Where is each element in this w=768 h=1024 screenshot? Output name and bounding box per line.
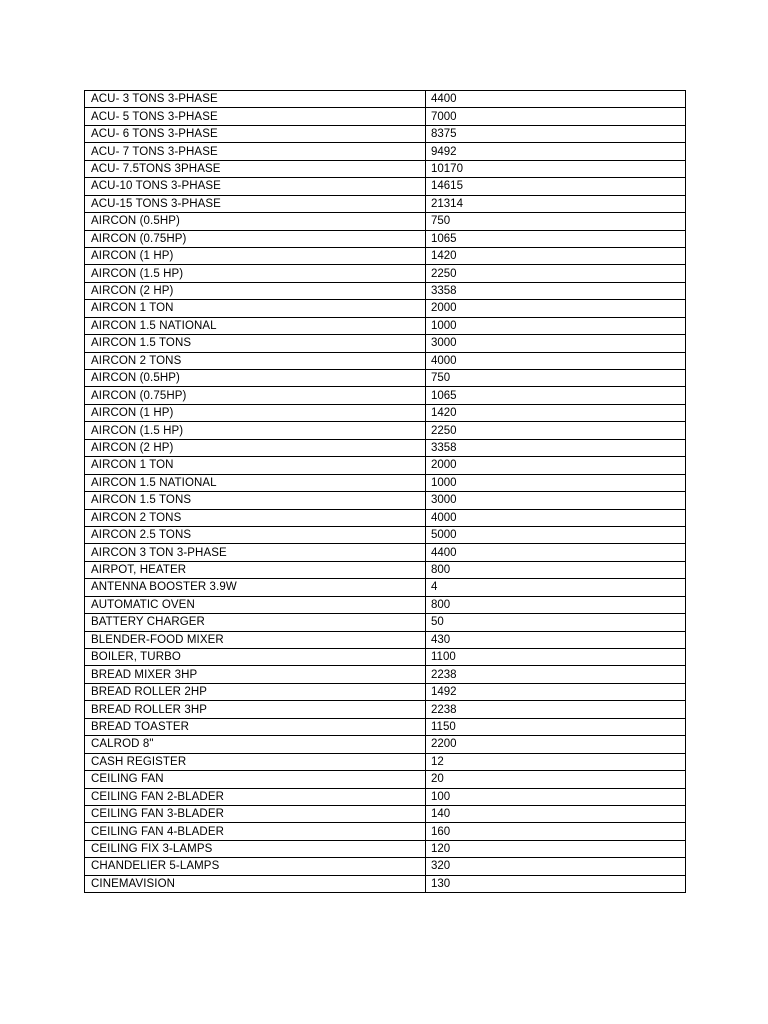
wattage-value-cell: 1420 [426, 404, 686, 421]
wattage-value-cell: 2000 [426, 300, 686, 317]
wattage-value-cell: 7000 [426, 108, 686, 125]
appliance-name-cell: CHANDELIER 5-LAMPS [85, 858, 426, 875]
wattage-value-cell: 3358 [426, 282, 686, 299]
appliance-name-cell: AIRCON 1.5 NATIONAL [85, 317, 426, 334]
appliance-name-cell: BLENDER-FOOD MIXER [85, 631, 426, 648]
table-row [85, 718, 686, 735]
appliance-name-cell: AIRCON 1.5 NATIONAL [85, 474, 426, 491]
appliance-name-cell: AIRCON 1.5 TONS [85, 335, 426, 352]
table-body [85, 91, 686, 893]
table-row [85, 649, 686, 666]
table-row [85, 91, 686, 108]
table-row [85, 526, 686, 543]
wattage-value-cell: 10170 [426, 160, 686, 177]
wattage-value-cell: 8375 [426, 125, 686, 142]
table-row [85, 858, 686, 875]
table-row [85, 404, 686, 421]
table-row [85, 335, 686, 352]
table-row [85, 457, 686, 474]
wattage-value-cell: 5000 [426, 526, 686, 543]
wattage-value-cell: 3000 [426, 335, 686, 352]
table-row [85, 875, 686, 892]
table-row [85, 265, 686, 282]
table-row [85, 596, 686, 613]
table-row [85, 753, 686, 770]
appliance-wattage-table [84, 90, 686, 893]
wattage-value-cell: 1000 [426, 474, 686, 491]
table-row [85, 771, 686, 788]
wattage-value-cell: 1492 [426, 683, 686, 700]
wattage-value-cell: 3358 [426, 439, 686, 456]
wattage-value-cell: 2250 [426, 265, 686, 282]
wattage-value-cell: 4000 [426, 509, 686, 526]
table-row [85, 282, 686, 299]
appliance-name-cell: ACU- 7 TONS 3-PHASE [85, 143, 426, 160]
appliance-name-cell: CEILING FAN [85, 771, 426, 788]
appliance-name-cell: BREAD TOASTER [85, 718, 426, 735]
wattage-value-cell: 1065 [426, 230, 686, 247]
appliance-name-cell: AIRCON 2 TONS [85, 509, 426, 526]
appliance-name-cell: CEILING FAN 2-BLADER [85, 788, 426, 805]
table-row [85, 422, 686, 439]
wattage-value-cell: 130 [426, 875, 686, 892]
table-row [85, 492, 686, 509]
table-row [85, 300, 686, 317]
wattage-value-cell: 750 [426, 370, 686, 387]
appliance-name-cell: BOILER, TURBO [85, 649, 426, 666]
appliance-name-cell: CEILING FAN 3-BLADER [85, 805, 426, 822]
table-row [85, 561, 686, 578]
wattage-value-cell: 1150 [426, 718, 686, 735]
appliance-name-cell: ACU-10 TONS 3-PHASE [85, 178, 426, 195]
appliance-name-cell: CALROD 8" [85, 736, 426, 753]
table-row [85, 823, 686, 840]
appliance-name-cell: ACU- 5 TONS 3-PHASE [85, 108, 426, 125]
wattage-value-cell: 50 [426, 614, 686, 631]
wattage-value-cell: 3000 [426, 492, 686, 509]
table-row [85, 544, 686, 561]
table-row [85, 370, 686, 387]
appliance-name-cell: ACU- 6 TONS 3-PHASE [85, 125, 426, 142]
table-row [85, 614, 686, 631]
appliance-name-cell: AIRCON 1 TON [85, 457, 426, 474]
appliance-name-cell: AIRCON (2 HP) [85, 439, 426, 456]
appliance-name-cell: AIRCON 3 TON 3-PHASE [85, 544, 426, 561]
wattage-value-cell: 20 [426, 771, 686, 788]
table-row [85, 178, 686, 195]
wattage-value-cell: 800 [426, 596, 686, 613]
appliance-name-cell: BATTERY CHARGER [85, 614, 426, 631]
appliance-name-cell: AIRCON (1.5 HP) [85, 422, 426, 439]
appliance-name-cell: AIRCON 1.5 TONS [85, 492, 426, 509]
table-row [85, 247, 686, 264]
appliance-name-cell: AIRCON (1 HP) [85, 404, 426, 421]
appliance-name-cell: CEILING FIX 3-LAMPS [85, 840, 426, 857]
table-row [85, 143, 686, 160]
table-row [85, 213, 686, 230]
wattage-value-cell: 4400 [426, 544, 686, 561]
appliance-name-cell: AIRPOT, HEATER [85, 561, 426, 578]
appliance-name-cell: AIRCON (0.5HP) [85, 213, 426, 230]
wattage-value-cell: 14615 [426, 178, 686, 195]
table-row [85, 631, 686, 648]
wattage-value-cell: 320 [426, 858, 686, 875]
table-row [85, 683, 686, 700]
table-row [85, 666, 686, 683]
wattage-value-cell: 4400 [426, 91, 686, 108]
wattage-value-cell: 750 [426, 213, 686, 230]
appliance-name-cell: AIRCON (2 HP) [85, 282, 426, 299]
wattage-value-cell: 1000 [426, 317, 686, 334]
table-row [85, 474, 686, 491]
table-row [85, 509, 686, 526]
wattage-value-cell: 4000 [426, 352, 686, 369]
wattage-value-cell: 2238 [426, 666, 686, 683]
appliance-name-cell: BREAD ROLLER 3HP [85, 701, 426, 718]
wattage-value-cell: 140 [426, 805, 686, 822]
wattage-value-cell: 4 [426, 579, 686, 596]
table-row [85, 805, 686, 822]
appliance-name-cell: AIRCON (0.5HP) [85, 370, 426, 387]
appliance-name-cell: AUTOMATIC OVEN [85, 596, 426, 613]
appliance-name-cell: ANTENNA BOOSTER 3.9W [85, 579, 426, 596]
table-row [85, 195, 686, 212]
wattage-value-cell: 120 [426, 840, 686, 857]
table-row [85, 840, 686, 857]
table-row [85, 736, 686, 753]
wattage-value-cell: 9492 [426, 143, 686, 160]
appliance-name-cell: AIRCON 1 TON [85, 300, 426, 317]
table-row [85, 125, 686, 142]
wattage-value-cell: 430 [426, 631, 686, 648]
appliance-name-cell: ACU-15 TONS 3-PHASE [85, 195, 426, 212]
appliance-name-cell: BREAD MIXER 3HP [85, 666, 426, 683]
wattage-value-cell: 2000 [426, 457, 686, 474]
wattage-value-cell: 160 [426, 823, 686, 840]
wattage-value-cell: 1420 [426, 247, 686, 264]
appliance-name-cell: CASH REGISTER [85, 753, 426, 770]
wattage-value-cell: 100 [426, 788, 686, 805]
table-row [85, 317, 686, 334]
table-row [85, 788, 686, 805]
wattage-value-cell: 12 [426, 753, 686, 770]
appliance-name-cell: ACU- 3 TONS 3-PHASE [85, 91, 426, 108]
table-row [85, 108, 686, 125]
appliance-name-cell: AIRCON 2.5 TONS [85, 526, 426, 543]
table-row [85, 579, 686, 596]
wattage-value-cell: 1100 [426, 649, 686, 666]
appliance-name-cell: BREAD ROLLER 2HP [85, 683, 426, 700]
appliance-name-cell: CEILING FAN 4-BLADER [85, 823, 426, 840]
wattage-value-cell: 800 [426, 561, 686, 578]
wattage-value-cell: 21314 [426, 195, 686, 212]
table-row [85, 439, 686, 456]
table-row [85, 387, 686, 404]
wattage-value-cell: 2250 [426, 422, 686, 439]
appliance-name-cell: CINEMAVISION [85, 875, 426, 892]
table-row [85, 230, 686, 247]
appliance-name-cell: ACU- 7.5TONS 3PHASE [85, 160, 426, 177]
wattage-value-cell: 2200 [426, 736, 686, 753]
appliance-name-cell: AIRCON (0.75HP) [85, 230, 426, 247]
appliance-name-cell: AIRCON (1 HP) [85, 247, 426, 264]
wattage-value-cell: 2238 [426, 701, 686, 718]
appliance-name-cell: AIRCON (1.5 HP) [85, 265, 426, 282]
wattage-value-cell: 1065 [426, 387, 686, 404]
table-row [85, 160, 686, 177]
table-row [85, 701, 686, 718]
appliance-name-cell: AIRCON (0.75HP) [85, 387, 426, 404]
appliance-name-cell: AIRCON 2 TONS [85, 352, 426, 369]
table-row [85, 352, 686, 369]
